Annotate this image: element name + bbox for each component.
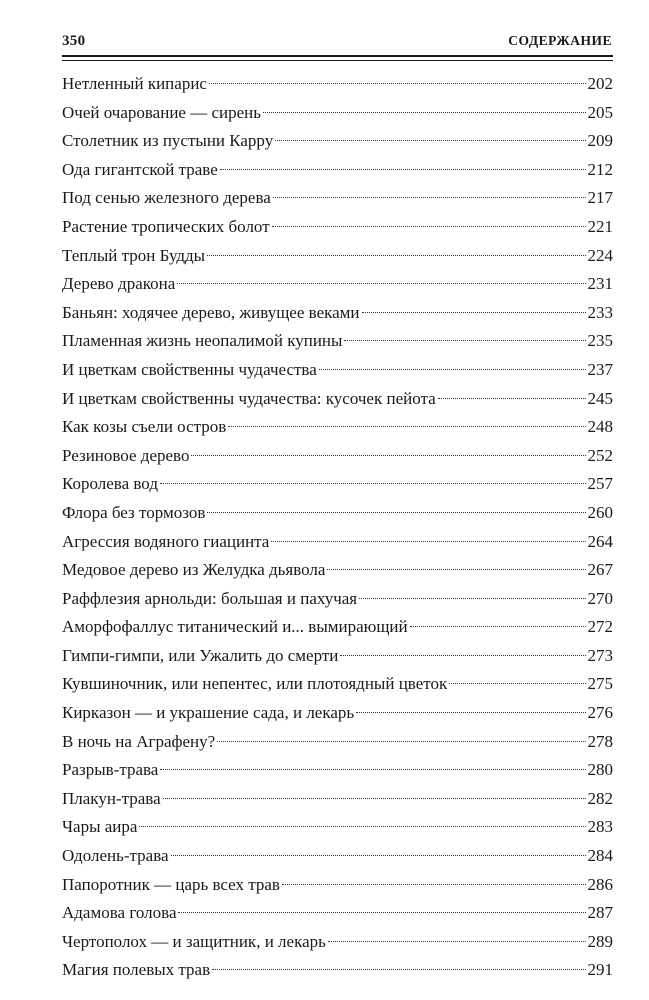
toc-entry: [62, 184, 613, 213]
toc-entry-page: 252: [587, 445, 613, 465]
toc-dot-leader: [177, 283, 585, 284]
toc-entry: [62, 528, 613, 557]
toc-dot-leader: [340, 655, 585, 656]
toc-entry-title: Агрессия водяного гиацинта: [62, 531, 270, 551]
toc-entry-page: 205: [587, 102, 613, 122]
toc-entry: [62, 499, 613, 528]
toc-entry-page: 276: [587, 703, 613, 723]
toc-entry: [62, 156, 613, 185]
toc-entry: [62, 956, 613, 985]
toc-dot-leader: [171, 855, 586, 856]
toc-entry-title: Ода гигантской траве: [62, 159, 218, 179]
toc-entry-title: Столетник из пустыни Карру: [62, 131, 274, 151]
toc-entry-title: Как козы съели остров: [62, 417, 227, 437]
toc-entry-title: Одолень-трава: [62, 846, 169, 866]
toc-entry: [62, 670, 613, 699]
toc-entry: [62, 299, 613, 328]
toc-entry-title: Дерево дракона: [62, 274, 176, 294]
toc-dot-leader: [275, 140, 585, 141]
toc-entry-title: Очей очарование — сирень: [62, 102, 262, 122]
toc-entry-page: 270: [587, 588, 613, 608]
toc-entry-title: Флора без тормозов: [62, 502, 206, 522]
toc-entry: [62, 585, 613, 614]
toc-entry-page: 248: [587, 417, 613, 437]
toc-dot-leader: [178, 912, 585, 913]
toc-entry-page: 287: [587, 903, 613, 923]
toc-entry: [62, 385, 613, 414]
toc-entry-title: Чертополох — и защитник, и лекарь: [62, 931, 326, 951]
toc-entry-page: 264: [587, 531, 613, 551]
toc-dot-leader: [328, 941, 586, 942]
toc-dot-leader: [410, 626, 586, 627]
toc-entry: [62, 70, 613, 99]
toc-entry: [62, 785, 613, 814]
toc-entry-title: Адамова голова: [62, 903, 177, 923]
toc-entry-title: Теплый трон Будды: [62, 245, 206, 265]
toc-entry-title: Нетленный кипарис: [62, 74, 207, 93]
toc-entry: [62, 99, 613, 128]
toc-entry: [62, 470, 613, 499]
toc-dot-leader: [449, 683, 585, 684]
page-number: 350: [62, 33, 86, 49]
toc-dot-leader: [356, 712, 585, 713]
toc-entry-page: 257: [587, 474, 613, 494]
toc-entry: [62, 928, 613, 957]
toc-dot-leader: [209, 83, 586, 84]
toc-entry-title: Баньян: ходячее дерево, живущее веками: [62, 302, 360, 322]
toc-entry-title: Медовое дерево из Желудка дьявола: [62, 560, 326, 580]
toc-entry-page: 231: [587, 274, 613, 294]
toc-dot-leader: [359, 598, 585, 599]
table-of-contents: [62, 70, 613, 985]
toc-entry: [62, 813, 613, 842]
toc-dot-leader: [139, 826, 585, 827]
toc-entry: [62, 442, 613, 471]
toc-entry-page: 235: [587, 331, 613, 351]
toc-entry-page: 289: [587, 931, 613, 951]
toc-dot-leader: [160, 483, 586, 484]
toc-dot-leader: [271, 541, 585, 542]
toc-dot-leader: [191, 455, 585, 456]
toc-dot-leader: [344, 340, 585, 341]
toc-entry-page: 212: [587, 159, 613, 179]
toc-entry: [62, 556, 613, 585]
toc-entry: [62, 756, 613, 785]
toc-entry-title: Разрыв-трава: [62, 760, 159, 780]
toc-entry-title: Кирказон — и украшение сада, и лекарь: [62, 703, 355, 723]
toc-entry-title: Аморфофаллус титанический и... вымирающий: [62, 617, 408, 637]
header-rule-thin: [62, 60, 613, 61]
toc-entry-page: 237: [587, 359, 613, 379]
running-title: СОДЕРЖАНИЕ: [508, 33, 612, 48]
toc-dot-leader: [319, 369, 586, 370]
toc-entry-page: 202: [587, 74, 613, 93]
toc-entry: [62, 642, 613, 671]
toc-entry-page: 217: [587, 188, 613, 208]
toc-entry-page: 224: [587, 245, 613, 265]
toc-entry-title: Папоротник — царь всех трав: [62, 874, 280, 894]
toc-entry-title: Магия полевых трав: [62, 960, 211, 980]
toc-entry-title: Резиновое дерево: [62, 445, 190, 465]
toc-entry: [62, 213, 613, 242]
toc-dot-leader: [207, 255, 585, 256]
toc-entry: [62, 699, 613, 728]
toc-entry: [62, 871, 613, 900]
toc-dot-leader: [217, 741, 585, 742]
toc-entry-page: 273: [587, 645, 613, 665]
toc-entry-page: 260: [587, 502, 613, 522]
toc-dot-leader: [362, 312, 586, 313]
toc-entry-title: Чары аира: [62, 817, 138, 837]
toc-entry-page: 275: [587, 674, 613, 694]
toc-entry-page: 209: [587, 131, 613, 151]
toc-entry-page: 286: [587, 874, 613, 894]
toc-entry: [62, 242, 613, 271]
toc-entry: [62, 842, 613, 871]
toc-entry: [62, 413, 613, 442]
toc-entry-page: 291: [587, 960, 613, 980]
toc-dot-leader: [212, 969, 585, 970]
page-header: [62, 33, 612, 53]
toc-entry-title: Растение тропических болот: [62, 216, 270, 236]
toc-entry: [62, 899, 613, 928]
toc-dot-leader: [160, 769, 585, 770]
toc-entry: [62, 270, 613, 299]
toc-entry: [62, 728, 613, 757]
toc-entry-title: И цветкам свойственны чудачества: [62, 359, 317, 379]
toc-dot-leader: [207, 512, 585, 513]
toc-entry-title: Кувшиночник, или непентес, или плотоядный цветок: [62, 674, 448, 694]
toc-entry-page: 283: [587, 817, 613, 837]
toc-dot-leader: [272, 226, 586, 227]
toc-dot-leader: [438, 398, 586, 399]
toc-dot-leader: [282, 884, 586, 885]
toc-dot-leader: [273, 197, 586, 198]
toc-entry-page: 221: [587, 216, 613, 236]
toc-dot-leader: [263, 112, 585, 113]
toc-entry: [62, 327, 613, 356]
toc-entry-title: Гимпи-гимпи, или Ужалить до смерти: [62, 645, 339, 665]
toc-dot-leader: [228, 426, 585, 427]
toc-entry-page: 272: [587, 617, 613, 637]
toc-entry: [62, 613, 613, 642]
header-rule-thick: [62, 55, 613, 57]
toc-entry-title: Раффлезия арнольди: большая и пахучая: [62, 588, 358, 608]
toc-entry-page: 267: [587, 560, 613, 580]
toc-dot-leader: [163, 798, 586, 799]
toc-entry-page: 280: [587, 760, 613, 780]
toc-entry-page: 278: [587, 731, 613, 751]
toc-dot-leader: [220, 169, 586, 170]
toc-dot-leader: [327, 569, 585, 570]
toc-entry-page: 282: [587, 788, 613, 808]
toc-entry-title: Королева вод: [62, 474, 158, 494]
toc-entry-page: 245: [587, 388, 613, 408]
toc-entry-page: 284: [587, 846, 613, 866]
toc-entry: [62, 127, 613, 156]
toc-entry-page: 233: [587, 302, 613, 322]
toc-entry-title: Пламенная жизнь неопалимой купины: [62, 331, 343, 351]
toc-entry: [62, 356, 613, 385]
toc-entry-title: Плакун-трава: [62, 788, 161, 808]
toc-entry-title: И цветкам свойственны чудачества: кусочек пейота: [62, 388, 436, 408]
toc-entry-title: В ночь на Аграфену?: [62, 731, 216, 751]
toc-entry-title: Под сенью железного дерева: [62, 188, 271, 208]
